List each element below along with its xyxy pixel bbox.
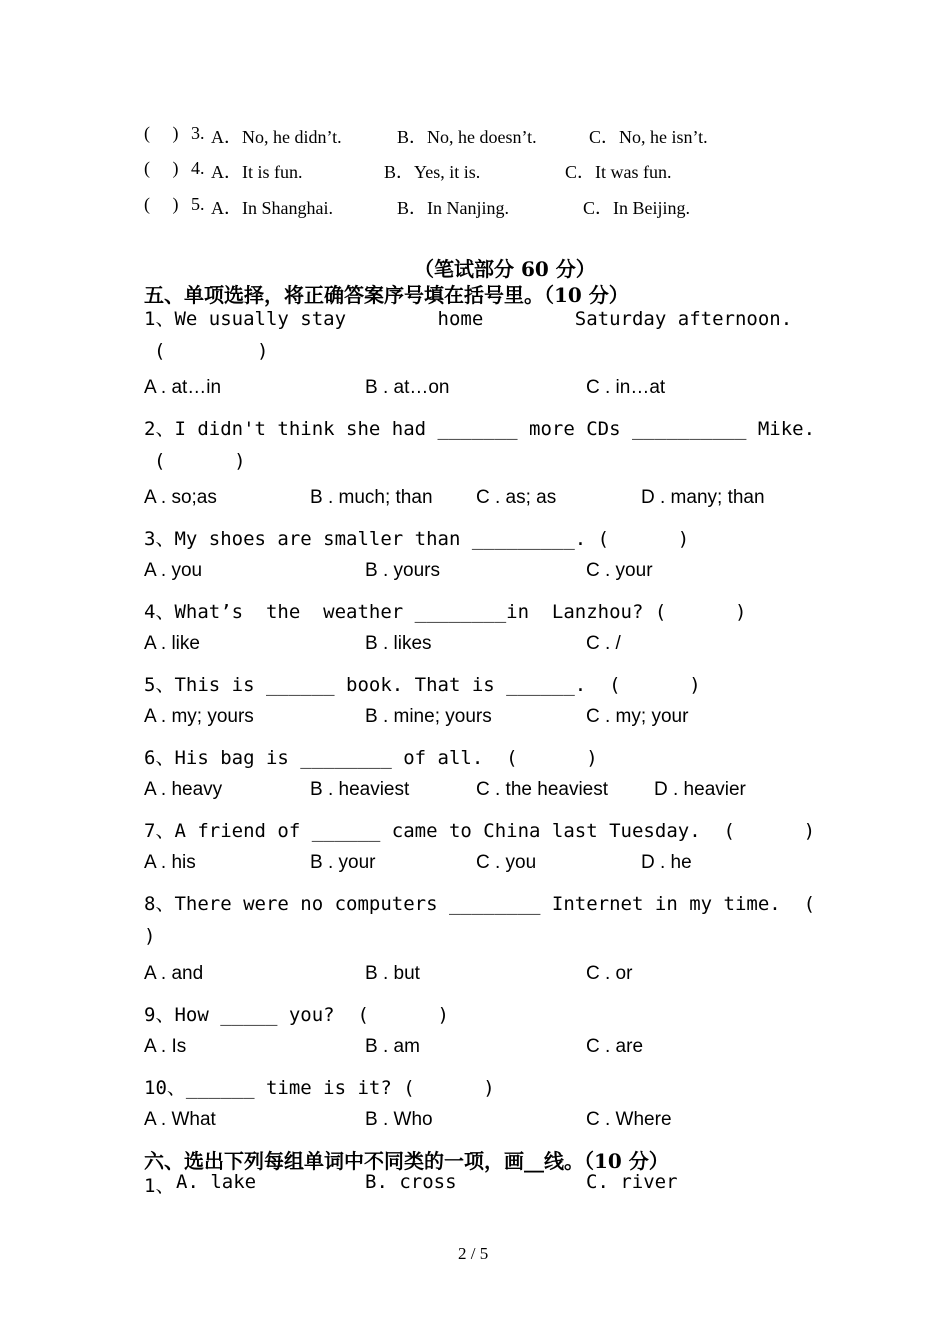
question-2-option-a: A . so;as	[144, 487, 217, 508]
question-1-option-b: B . at…on	[365, 377, 450, 398]
listening-option-c: C．It was fun.	[565, 162, 672, 182]
question-7-option-c: C . you	[476, 852, 537, 873]
listening-number: 4.	[191, 158, 205, 178]
question-1-option-c: C . in…at	[586, 377, 666, 398]
section-5-title: 五、单项选择，将正确答案序号填在括号里。（10 分）	[144, 283, 629, 307]
question-4-option-c: C . /	[586, 633, 621, 654]
question-9-option-a: A . Is	[144, 1036, 187, 1057]
question-6-option-b: B . heaviest	[310, 779, 410, 800]
page-number: 2 / 5	[458, 1244, 489, 1263]
question-9-option-c: C . are	[586, 1036, 644, 1057]
question-7-stem: 7、A friend of ______ came to China last Tuesday. ( )	[144, 820, 816, 842]
question-6-option-d: D . heavier	[654, 779, 746, 800]
question-7-option-a: A . his	[144, 852, 196, 873]
question-4-stem: 4、What’s the weather ________in Lanzhou? ( )	[144, 601, 747, 623]
question-3-option-c: C . your	[586, 560, 653, 581]
question-6-stem: 6、His bag is ________ of all. ( )	[144, 747, 598, 769]
question-4-option-a: A . like	[144, 633, 200, 654]
question-6-option-a: A . heavy	[144, 779, 223, 800]
question-3-option-a: A . you	[144, 560, 203, 581]
written-part-title: （笔试部分 60 分）	[414, 257, 596, 281]
listening-option-a: A．It is fun.	[211, 162, 303, 182]
listening-option-b: B．No, he doesn’t.	[397, 127, 537, 147]
listening-option-c: C．No, he isn’t.	[589, 127, 708, 147]
listening-option-c: C．In Beijing.	[583, 198, 690, 218]
section-6-question-1-number: 1、	[144, 1175, 175, 1197]
listening-option-b: B．In Nanjing.	[397, 198, 509, 218]
listening-paren: ( )	[144, 194, 179, 214]
question-2-answer-paren: ( )	[154, 450, 246, 472]
listening-number: 5.	[191, 194, 205, 214]
listening-option-a: A．In Shanghai.	[211, 198, 333, 218]
listening-option-b: B．Yes, it is.	[384, 162, 481, 182]
question-8-stem: 8、There were no computers ________ Internet in my time. (	[144, 893, 816, 915]
question-10-option-c: C . Where	[586, 1109, 672, 1130]
question-8-answer-paren: )	[144, 925, 156, 947]
question-8-option-a: A . and	[144, 963, 204, 984]
question-9-option-b: B . am	[365, 1036, 420, 1057]
listening-number: 3.	[191, 123, 205, 143]
question-10-stem: 10、______ time is it? ( )	[144, 1077, 495, 1099]
question-1-stem: 1、We usually stay home Saturday afternoon.	[144, 308, 793, 330]
question-7-option-d: D . he	[641, 852, 692, 873]
question-5-option-a: A . my; yours	[144, 706, 254, 727]
listening-paren: ( )	[144, 158, 179, 178]
section-6-question-1-option-a: A. lake	[176, 1171, 257, 1193]
question-2-option-c: C . as; as	[476, 487, 557, 508]
question-8-option-b: B . but	[365, 963, 420, 984]
question-2-stem: 2、I didn't think she had _______ more CDs __________ Mike.	[144, 418, 816, 440]
question-10-option-a: A . What	[144, 1109, 216, 1130]
listening-paren: ( )	[144, 123, 179, 143]
question-5-stem: 5、This is ______ book. That is ______. ( )	[144, 674, 701, 696]
section-6-title: 六、选出下列每组单词中不同类的一项，画__线。（10 分）	[144, 1149, 669, 1173]
question-8-option-c: C . or	[586, 963, 633, 984]
question-1-answer-paren: ( )	[154, 340, 269, 362]
question-5-option-b: B . mine; yours	[365, 706, 492, 727]
question-1-option-a: A . at…in	[144, 377, 222, 398]
question-2-option-d: D . many; than	[641, 487, 765, 508]
question-5-option-c: C . my; your	[586, 706, 689, 727]
question-3-option-b: B . yours	[365, 560, 440, 581]
question-4-option-b: B . likes	[365, 633, 432, 654]
section-6-question-1-option-b: B. cross	[365, 1171, 457, 1193]
listening-option-a: A．No, he didn’t.	[211, 127, 342, 147]
question-2-option-b: B . much; than	[310, 487, 433, 508]
question-10-option-b: B . Who	[365, 1109, 433, 1130]
question-3-stem: 3、My shoes are smaller than _________. ( )	[144, 528, 690, 550]
section-6-question-1-option-c: C. river	[586, 1171, 678, 1193]
question-9-stem: 9、How _____ you? ( )	[144, 1004, 449, 1026]
question-6-option-c: C . the heaviest	[476, 779, 609, 800]
question-7-option-b: B . your	[310, 852, 376, 873]
